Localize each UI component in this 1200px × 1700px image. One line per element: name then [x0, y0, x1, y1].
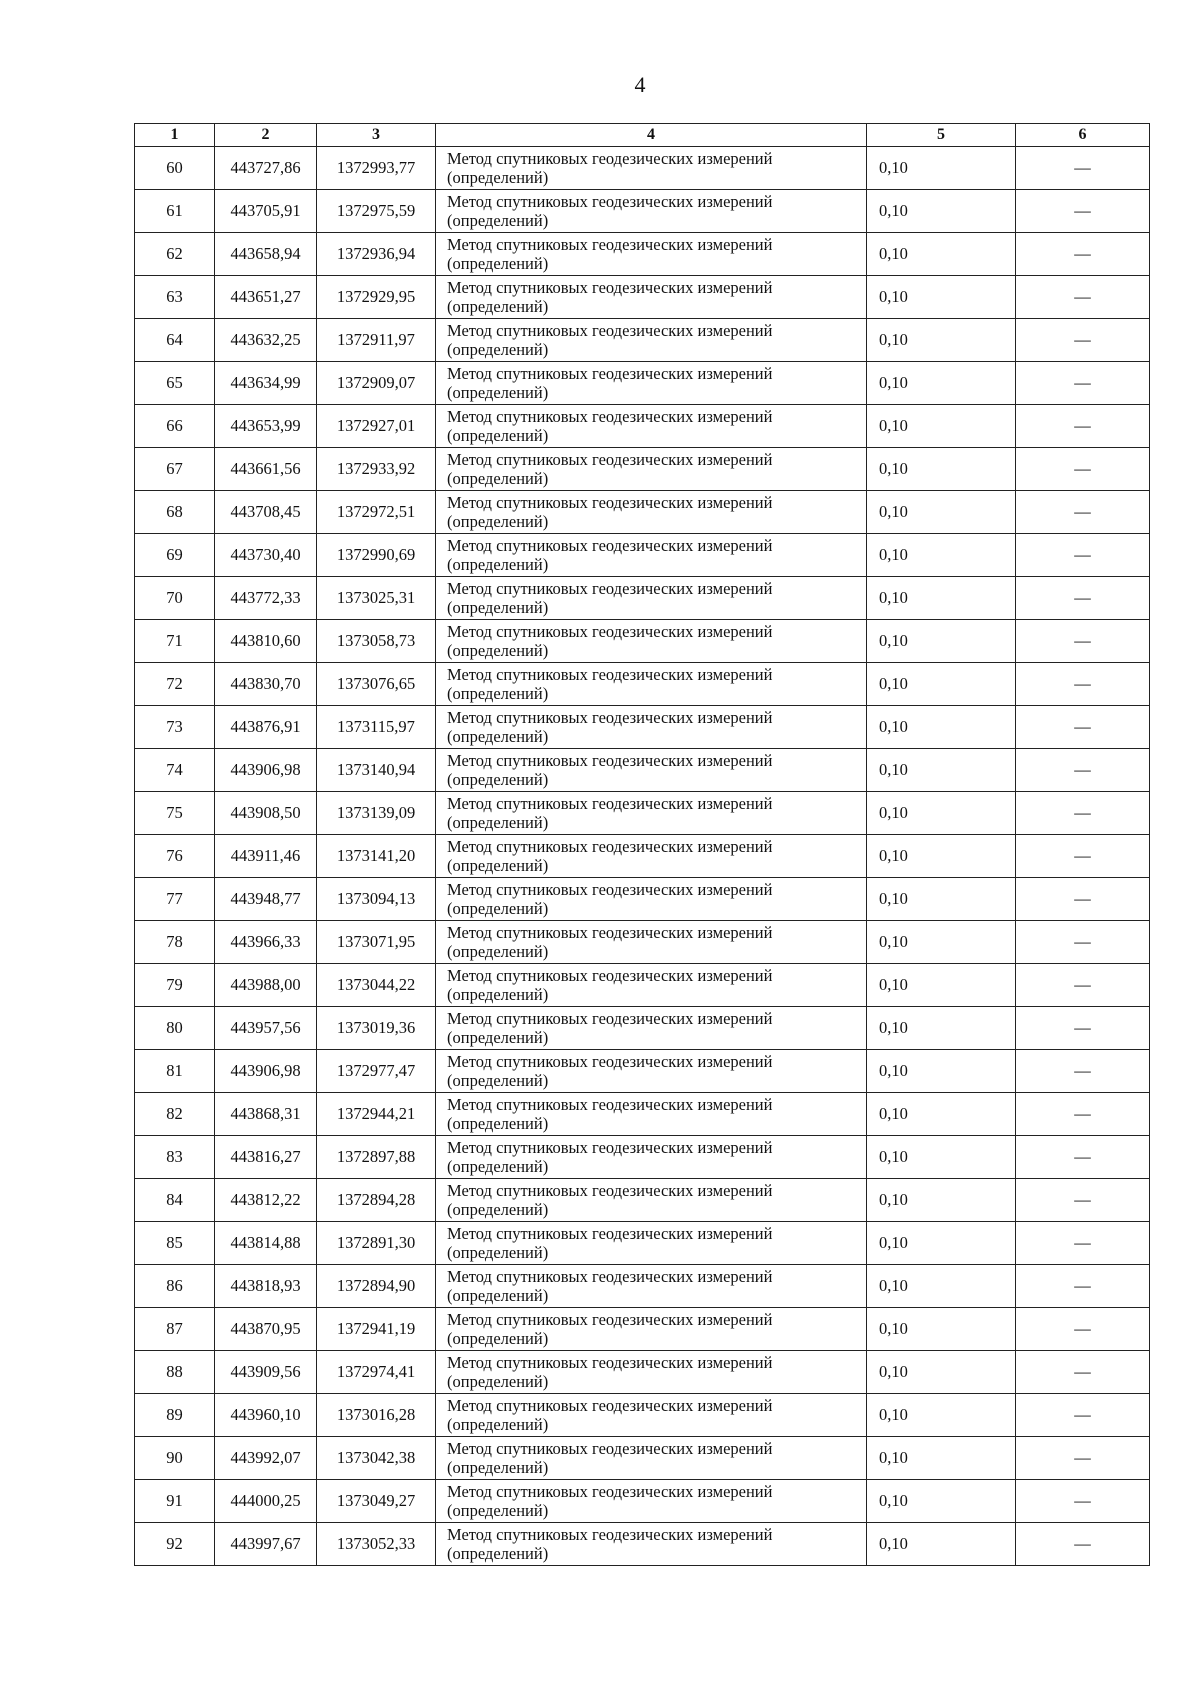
- coord-y-cell: 1372933,92: [317, 448, 436, 491]
- table-row: [135, 792, 1150, 835]
- point-number-cell: 75: [135, 792, 215, 835]
- accuracy-cell: 0,10: [867, 1136, 1016, 1179]
- point-number-cell: 66: [135, 405, 215, 448]
- coord-y-cell: 1372891,30: [317, 1222, 436, 1265]
- point-number-cell: 63: [135, 276, 215, 319]
- table-row: [135, 1480, 1150, 1523]
- table-row: [135, 319, 1150, 362]
- coord-x-cell: 443818,93: [215, 1265, 317, 1308]
- method-cell: Метод спутниковых геодезических измерений (определений): [436, 534, 867, 577]
- page-number: 4: [634, 72, 646, 97]
- accuracy-cell: 0,10: [867, 147, 1016, 190]
- point-number-cell: 74: [135, 749, 215, 792]
- column-header-6: 6: [1016, 124, 1150, 147]
- coord-x-cell: 443988,00: [215, 964, 317, 1007]
- note-cell: —: [1016, 147, 1150, 190]
- table-row: [135, 577, 1150, 620]
- column-header-4: 4: [436, 124, 867, 147]
- point-number-cell: 76: [135, 835, 215, 878]
- coord-y-cell: 1372894,90: [317, 1265, 436, 1308]
- accuracy-cell: 0,10: [867, 1437, 1016, 1480]
- coord-y-cell: 1373140,94: [317, 749, 436, 792]
- table-row: [135, 1394, 1150, 1437]
- note-cell: —: [1016, 1523, 1150, 1566]
- point-number-cell: 84: [135, 1179, 215, 1222]
- coord-y-cell: 1372974,41: [317, 1351, 436, 1394]
- coord-y-cell: 1372990,69: [317, 534, 436, 577]
- coord-x-cell: 443906,98: [215, 749, 317, 792]
- coord-y-cell: 1373071,95: [317, 921, 436, 964]
- point-number-cell: 80: [135, 1007, 215, 1050]
- coord-x-cell: 443727,86: [215, 147, 317, 190]
- method-cell: Метод спутниковых геодезических измерений (определений): [436, 448, 867, 491]
- note-cell: —: [1016, 405, 1150, 448]
- method-cell: Метод спутниковых геодезических измерений (определений): [436, 663, 867, 706]
- accuracy-cell: 0,10: [867, 534, 1016, 577]
- column-header-3: 3: [317, 124, 436, 147]
- accuracy-cell: 0,10: [867, 1351, 1016, 1394]
- accuracy-cell: 0,10: [867, 276, 1016, 319]
- coord-x-cell: 443653,99: [215, 405, 317, 448]
- note-cell: —: [1016, 577, 1150, 620]
- table-row: [135, 491, 1150, 534]
- point-number-cell: 90: [135, 1437, 215, 1480]
- note-cell: —: [1016, 620, 1150, 663]
- coord-x-cell: 443816,27: [215, 1136, 317, 1179]
- note-cell: —: [1016, 663, 1150, 706]
- coord-y-cell: 1372929,95: [317, 276, 436, 319]
- point-number-cell: 89: [135, 1394, 215, 1437]
- note-cell: —: [1016, 706, 1150, 749]
- table-row: [135, 190, 1150, 233]
- table-row: [135, 749, 1150, 792]
- method-cell: Метод спутниковых геодезических измерений (определений): [436, 964, 867, 1007]
- point-number-cell: 78: [135, 921, 215, 964]
- coord-y-cell: 1372993,77: [317, 147, 436, 190]
- coord-y-cell: 1373076,65: [317, 663, 436, 706]
- note-cell: —: [1016, 534, 1150, 577]
- coord-x-cell: 443810,60: [215, 620, 317, 663]
- accuracy-cell: 0,10: [867, 233, 1016, 276]
- table-row: [135, 706, 1150, 749]
- column-header-5: 5: [867, 124, 1016, 147]
- note-cell: —: [1016, 1480, 1150, 1523]
- point-number-cell: 92: [135, 1523, 215, 1566]
- method-cell: Метод спутниковых геодезических измерений (определений): [436, 190, 867, 233]
- note-cell: —: [1016, 1437, 1150, 1480]
- coord-y-cell: 1373042,38: [317, 1437, 436, 1480]
- coord-x-cell: 443992,07: [215, 1437, 317, 1480]
- note-cell: —: [1016, 1265, 1150, 1308]
- method-cell: Метод спутниковых геодезических измерений (определений): [436, 147, 867, 190]
- coord-x-cell: 443876,91: [215, 706, 317, 749]
- note-cell: —: [1016, 1093, 1150, 1136]
- note-cell: —: [1016, 319, 1150, 362]
- table-row: [135, 276, 1150, 319]
- coord-y-cell: 1373049,27: [317, 1480, 436, 1523]
- point-number-cell: 72: [135, 663, 215, 706]
- coord-y-cell: 1372911,97: [317, 319, 436, 362]
- note-cell: —: [1016, 491, 1150, 534]
- table-row: [135, 1179, 1150, 1222]
- coord-y-cell: 1372936,94: [317, 233, 436, 276]
- coord-y-cell: 1372944,21: [317, 1093, 436, 1136]
- accuracy-cell: 0,10: [867, 448, 1016, 491]
- coord-x-cell: 443651,27: [215, 276, 317, 319]
- coord-x-cell: 443830,70: [215, 663, 317, 706]
- coord-x-cell: 443661,56: [215, 448, 317, 491]
- coord-x-cell: 443957,56: [215, 1007, 317, 1050]
- coordinates-table: [134, 123, 1150, 1566]
- method-cell: Метод спутниковых геодезических измерений (определений): [436, 1136, 867, 1179]
- coord-x-cell: 443708,45: [215, 491, 317, 534]
- coord-y-cell: 1372894,28: [317, 1179, 436, 1222]
- note-cell: —: [1016, 964, 1150, 1007]
- accuracy-cell: 0,10: [867, 1222, 1016, 1265]
- table-row: [135, 1050, 1150, 1093]
- coord-y-cell: 1373141,20: [317, 835, 436, 878]
- coord-y-cell: 1373115,97: [317, 706, 436, 749]
- note-cell: —: [1016, 792, 1150, 835]
- accuracy-cell: 0,10: [867, 577, 1016, 620]
- method-cell: Метод спутниковых геодезических измерений (определений): [436, 1308, 867, 1351]
- note-cell: —: [1016, 1007, 1150, 1050]
- coord-y-cell: 1373025,31: [317, 577, 436, 620]
- method-cell: Метод спутниковых геодезических измерений (определений): [436, 405, 867, 448]
- table-row: [135, 233, 1150, 276]
- table-row: [135, 878, 1150, 921]
- method-cell: Метод спутниковых геодезических измерений (определений): [436, 1179, 867, 1222]
- coord-x-cell: 443909,56: [215, 1351, 317, 1394]
- coord-y-cell: 1372975,59: [317, 190, 436, 233]
- accuracy-cell: 0,10: [867, 362, 1016, 405]
- coord-x-cell: 443966,33: [215, 921, 317, 964]
- note-cell: —: [1016, 276, 1150, 319]
- coord-y-cell: 1372972,51: [317, 491, 436, 534]
- coord-x-cell: 443658,94: [215, 233, 317, 276]
- table-row: [135, 362, 1150, 405]
- table-row: [135, 147, 1150, 190]
- method-cell: Метод спутниковых геодезических измерений (определений): [436, 1093, 867, 1136]
- method-cell: Метод спутниковых геодезических измерений (определений): [436, 706, 867, 749]
- method-cell: Метод спутниковых геодезических измерений (определений): [436, 921, 867, 964]
- accuracy-cell: 0,10: [867, 1007, 1016, 1050]
- coord-x-cell: 443812,22: [215, 1179, 317, 1222]
- accuracy-cell: 0,10: [867, 792, 1016, 835]
- note-cell: —: [1016, 921, 1150, 964]
- accuracy-cell: 0,10: [867, 405, 1016, 448]
- method-cell: Метод спутниковых геодезических измерений (определений): [436, 1437, 867, 1480]
- method-cell: Метод спутниковых геодезических измерений (определений): [436, 1480, 867, 1523]
- method-cell: Метод спутниковых геодезических измерений (определений): [436, 491, 867, 534]
- note-cell: —: [1016, 1136, 1150, 1179]
- point-number-cell: 81: [135, 1050, 215, 1093]
- coord-y-cell: 1372977,47: [317, 1050, 436, 1093]
- method-cell: Метод спутниковых геодезических измерений (определений): [436, 792, 867, 835]
- table-row: [135, 1265, 1150, 1308]
- table-row: [135, 620, 1150, 663]
- point-number-cell: 68: [135, 491, 215, 534]
- point-number-cell: 79: [135, 964, 215, 1007]
- table-row: [135, 1222, 1150, 1265]
- accuracy-cell: 0,10: [867, 1394, 1016, 1437]
- table-row: [135, 964, 1150, 1007]
- note-cell: —: [1016, 749, 1150, 792]
- coord-y-cell: 1372941,19: [317, 1308, 436, 1351]
- point-number-cell: 82: [135, 1093, 215, 1136]
- table-row: [135, 448, 1150, 491]
- note-cell: —: [1016, 233, 1150, 276]
- table-row: [135, 1136, 1150, 1179]
- method-cell: Метод спутниковых геодезических измерений (определений): [436, 276, 867, 319]
- point-number-cell: 83: [135, 1136, 215, 1179]
- point-number-cell: 77: [135, 878, 215, 921]
- method-cell: Метод спутниковых геодезических измерений (определений): [436, 1351, 867, 1394]
- accuracy-cell: 0,10: [867, 706, 1016, 749]
- method-cell: Метод спутниковых геодезических измерений (определений): [436, 233, 867, 276]
- method-cell: Метод спутниковых геодезических измерений (определений): [436, 1265, 867, 1308]
- point-number-cell: 61: [135, 190, 215, 233]
- coord-y-cell: 1373058,73: [317, 620, 436, 663]
- method-cell: Метод спутниковых геодезических измерений (определений): [436, 319, 867, 362]
- point-number-cell: 91: [135, 1480, 215, 1523]
- point-number-cell: 85: [135, 1222, 215, 1265]
- accuracy-cell: 0,10: [867, 663, 1016, 706]
- coord-x-cell: 443911,46: [215, 835, 317, 878]
- coord-x-cell: 443634,99: [215, 362, 317, 405]
- accuracy-cell: 0,10: [867, 1480, 1016, 1523]
- coord-x-cell: 443632,25: [215, 319, 317, 362]
- coord-x-cell: 443814,88: [215, 1222, 317, 1265]
- table-body: [135, 147, 1150, 1566]
- accuracy-cell: 0,10: [867, 190, 1016, 233]
- table-row: [135, 921, 1150, 964]
- coord-y-cell: 1372909,07: [317, 362, 436, 405]
- coord-x-cell: 443772,33: [215, 577, 317, 620]
- method-cell: Метод спутниковых геодезических измерений (определений): [436, 620, 867, 663]
- method-cell: Метод спутниковых геодезических измерений (определений): [436, 362, 867, 405]
- point-number-cell: 62: [135, 233, 215, 276]
- point-number-cell: 71: [135, 620, 215, 663]
- column-header-2: 2: [215, 124, 317, 147]
- coord-x-cell: 443906,98: [215, 1050, 317, 1093]
- point-number-cell: 65: [135, 362, 215, 405]
- accuracy-cell: 0,10: [867, 1050, 1016, 1093]
- note-cell: —: [1016, 1351, 1150, 1394]
- table-row: [135, 405, 1150, 448]
- coord-x-cell: 443730,40: [215, 534, 317, 577]
- note-cell: —: [1016, 1394, 1150, 1437]
- coord-x-cell: 444000,25: [215, 1480, 317, 1523]
- note-cell: —: [1016, 190, 1150, 233]
- coord-x-cell: 443960,10: [215, 1394, 317, 1437]
- accuracy-cell: 0,10: [867, 835, 1016, 878]
- note-cell: —: [1016, 1050, 1150, 1093]
- note-cell: —: [1016, 1222, 1150, 1265]
- coord-x-cell: 443868,31: [215, 1093, 317, 1136]
- point-number-cell: 60: [135, 147, 215, 190]
- method-cell: Метод спутниковых геодезических измерений (определений): [436, 1222, 867, 1265]
- table-header-row: [135, 124, 1150, 147]
- point-number-cell: 86: [135, 1265, 215, 1308]
- accuracy-cell: 0,10: [867, 921, 1016, 964]
- accuracy-cell: 0,10: [867, 1265, 1016, 1308]
- coord-x-cell: 443870,95: [215, 1308, 317, 1351]
- coord-y-cell: 1372897,88: [317, 1136, 436, 1179]
- coord-y-cell: 1372927,01: [317, 405, 436, 448]
- table-row: [135, 1093, 1150, 1136]
- accuracy-cell: 0,10: [867, 620, 1016, 663]
- note-cell: —: [1016, 362, 1150, 405]
- note-cell: —: [1016, 1179, 1150, 1222]
- coord-x-cell: 443908,50: [215, 792, 317, 835]
- coord-y-cell: 1373044,22: [317, 964, 436, 1007]
- coord-y-cell: 1373052,33: [317, 1523, 436, 1566]
- coord-x-cell: 443705,91: [215, 190, 317, 233]
- accuracy-cell: 0,10: [867, 319, 1016, 362]
- note-cell: —: [1016, 448, 1150, 491]
- method-cell: Метод спутниковых геодезических измерений (определений): [436, 749, 867, 792]
- column-header-1: 1: [135, 124, 215, 147]
- coord-y-cell: 1373019,36: [317, 1007, 436, 1050]
- method-cell: Метод спутниковых геодезических измерений (определений): [436, 1007, 867, 1050]
- accuracy-cell: 0,10: [867, 964, 1016, 1007]
- method-cell: Метод спутниковых геодезических измерений (определений): [436, 577, 867, 620]
- table-row: [135, 835, 1150, 878]
- method-cell: Метод спутниковых геодезических измерений (определений): [436, 835, 867, 878]
- point-number-cell: 87: [135, 1308, 215, 1351]
- point-number-cell: 67: [135, 448, 215, 491]
- note-cell: —: [1016, 878, 1150, 921]
- accuracy-cell: 0,10: [867, 1523, 1016, 1566]
- accuracy-cell: 0,10: [867, 749, 1016, 792]
- point-number-cell: 69: [135, 534, 215, 577]
- accuracy-cell: 0,10: [867, 878, 1016, 921]
- coord-y-cell: 1373139,09: [317, 792, 436, 835]
- method-cell: Метод спутниковых геодезических измерений (определений): [436, 1394, 867, 1437]
- coord-y-cell: 1373094,13: [317, 878, 436, 921]
- table-row: [135, 1308, 1150, 1351]
- accuracy-cell: 0,10: [867, 1093, 1016, 1136]
- accuracy-cell: 0,10: [867, 1179, 1016, 1222]
- table-row: [135, 534, 1150, 577]
- note-cell: —: [1016, 835, 1150, 878]
- accuracy-cell: 0,10: [867, 491, 1016, 534]
- method-cell: Метод спутниковых геодезических измерений (определений): [436, 878, 867, 921]
- coord-y-cell: 1373016,28: [317, 1394, 436, 1437]
- point-number-cell: 88: [135, 1351, 215, 1394]
- table-row: [135, 1437, 1150, 1480]
- table-row: [135, 663, 1150, 706]
- table-row: [135, 1007, 1150, 1050]
- point-number-cell: 70: [135, 577, 215, 620]
- table-row: [135, 1523, 1150, 1566]
- accuracy-cell: 0,10: [867, 1308, 1016, 1351]
- method-cell: Метод спутниковых геодезических измерений (определений): [436, 1523, 867, 1566]
- coord-x-cell: 443948,77: [215, 878, 317, 921]
- point-number-cell: 73: [135, 706, 215, 749]
- method-cell: Метод спутниковых геодезических измерений (определений): [436, 1050, 867, 1093]
- point-number-cell: 64: [135, 319, 215, 362]
- note-cell: —: [1016, 1308, 1150, 1351]
- table-row: [135, 1351, 1150, 1394]
- coord-x-cell: 443997,67: [215, 1523, 317, 1566]
